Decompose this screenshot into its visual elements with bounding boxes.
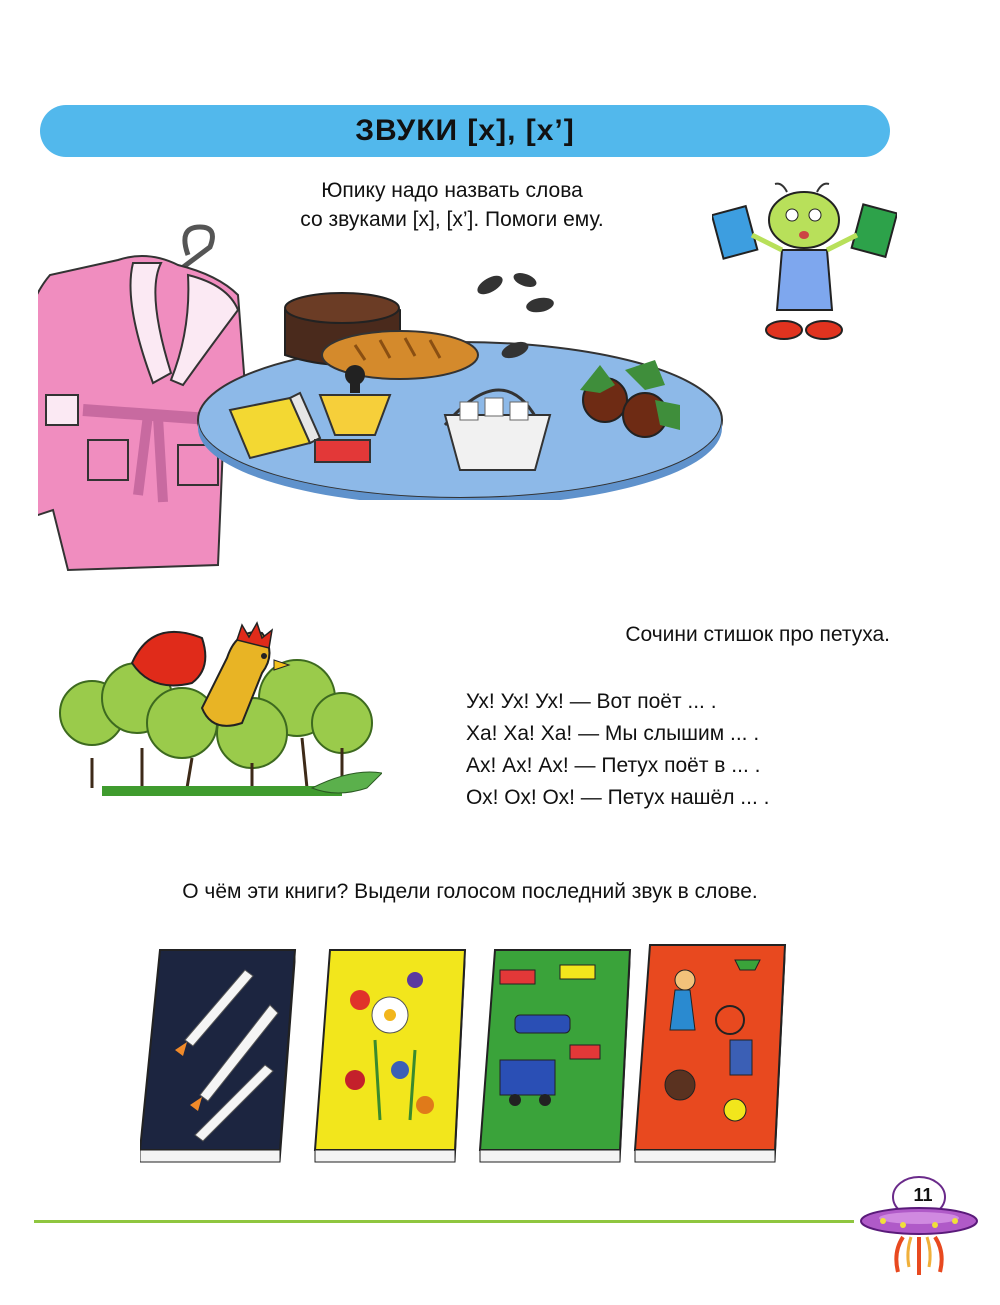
toys-book-icon [635, 945, 785, 1162]
poem-line-3: Ах! Ах! Ах! — Петух поёт в ... . [466, 754, 761, 777]
task3-instruction: О чём эти книги? Выдели голосом последний звук в слове. [182, 880, 758, 903]
yupik-character-icon [712, 180, 897, 345]
poem-line-4: Ох! Ох! Ох! — Петух нашёл ... . [466, 786, 770, 809]
rockets-book-icon [140, 950, 295, 1162]
page-title: ЗВУКИ [х], [х’] [355, 114, 575, 147]
task1-line2: со звуками [х], [х’]. Помоги ему. [300, 208, 604, 231]
bread-icon [322, 331, 478, 379]
rooster-icon [52, 618, 382, 818]
task1-line1: Юпику надо назвать слова [321, 179, 583, 202]
task2-instruction: Сочини стишок про петуха. [625, 623, 890, 646]
flowers-book-icon [315, 950, 465, 1162]
poem-line-2: Ха! Ха! Ха! — Мы слышим ... . [466, 722, 760, 745]
title-banner [40, 105, 890, 157]
books-row [140, 940, 800, 1170]
table-icon [185, 250, 730, 500]
task1-instruction [262, 176, 642, 234]
poem [466, 686, 769, 814]
page-number: 11 [913, 1185, 933, 1205]
poem-line-1: Ух! Ух! Ух! — Вот поёт ... . [466, 690, 717, 713]
cars-book-icon [480, 950, 630, 1162]
footer-divider [34, 1220, 854, 1223]
